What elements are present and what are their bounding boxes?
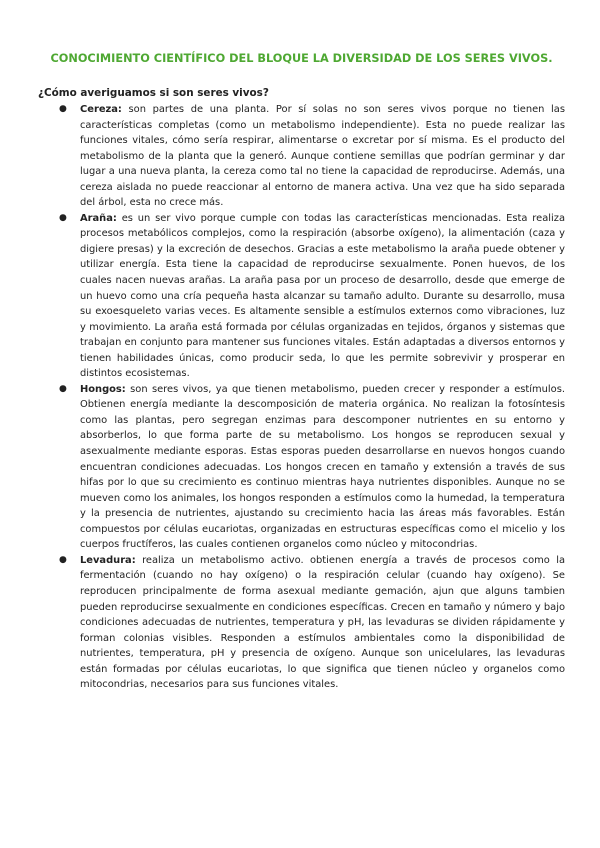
bullet-icon: ● xyxy=(59,212,67,223)
item-text: realiza un metabolismo activo. obtienen energía a través de procesos como la fermentación (cuando no hay oxígeno) o la respiración celular (cuando hay oxígeno). Se reproducen principalmente de forma asexual mediante gemación, ajun que alguns tambien pueden reproducirse sexualmente en condiciones específicas. Crecen en tamaño y número y bajo condiciones adecuadas de nutrientes, temperatura y pH, las levaduras se dividen rápidamente y forman colonias visibles. Responden a estímulos ambientales como la disponibilidad de nutrientes, temperatura, pH y presencia de oxígeno. Aunque son unicelulares, las levaduras están formadas por células eucariotas, lo que significa que tienen núcleo y organelos como mitocondrias, necesarios para sus funciones vitales. xyxy=(80,554,565,691)
organism-list xyxy=(38,102,565,693)
item-term: Hongos: xyxy=(80,383,126,395)
section-question: ¿Cómo averiguamos si son seres vivos? xyxy=(38,87,269,99)
list-item-arana xyxy=(38,211,565,382)
item-term: Cereza: xyxy=(80,104,122,115)
item-term: Araña: xyxy=(80,212,117,224)
item-text: son partes de una planta. Por sí solas no son seres vivos porque no tienen las características completas (como un metabolismo independiente). Esta no puede realizar las funciones vitales, cómo sería respirar, alimentarse o excretar por sí misma. Es el producto del metabolismo de la planta que la generó. Aunque contiene semillas que podrían germinar y dar lugar a una nueva planta, la cereza como tal no tiene la capacidad de reproducirse. Además, una cereza aislada no puede reaccionar al entorno de manera activa. Una vez que ha sido separada del árbol, esta no crece más. xyxy=(80,104,565,209)
bullet-icon: ● xyxy=(59,383,67,394)
item-text: es un ser vivo porque cumple con todas las características mencionadas. Esta realiza procesos metabólicos complejos, como la respiración (absorbe oxígeno), la alimentación (caza y digiere presas) y la excreción de desechos. Gracias a este metabolismo la araña puede obtener y utilizar energía. Esta tiene la capacidad de reproducirse sexualmente. Ponen huevos, de los cuales nacen nuevas arañas. La araña pasa por un proceso de desarrollo, desde que emerge de un huevo como una cría pequeña hasta alcanzar su tamaño adulto. Durante su desarrollo, musa su exoesqueleto varias veces. Es altamente sensible a estímulos externos como vibraciones, luz y movimiento. La araña está formada por células organizadas en tejidos, órganos y sistemas que trabajan en conjunto para mantener sus funciones vitales. Están adaptadas a diversos entornos y tienen habilidades únicas, como producir seda, lo que les permite sobrevivir y prosperar en distintos ecosistemas. xyxy=(80,212,565,380)
item-text: son seres vivos, ya que tienen metabolismo, pueden crecer y responder a estímulos. Obtienen energía mediante la descomposición de materia orgánica. No realizan la fotosíntesis como las plantas, pero segregan enzimas para descomponer nutrientes en su entorno y absorberlos, lo que forma parte de su metabolismo. Los hongos se reproducen sexual y asexualmente mediante esporas. Estas esporas pueden desarrollarse en nuevos hongos cuando encuentran condiciones adecuadas. Los hongos crecen en tamaño y extensión a través de sus hifas por lo que su crecimiento es continuo mientras haya nutrientes disponibles. Aunque no se mueven como los animales, los hongos responden a estímulos como la humedad, la temperatura y la presencia de nutrientes, ajustando su crecimiento hacia las áreas más favorables. Están compuestos por células eucariotas, organizadas en estructuras específicas como el micelio y los cuerpos fructíferos, las cuales contienen organelos como núcleo y mitocondrias. xyxy=(80,383,565,551)
bullet-icon: ● xyxy=(59,554,67,565)
list-item-levadura xyxy=(38,553,565,693)
list-item-hongos xyxy=(38,382,565,553)
list-item-cereza xyxy=(38,102,565,211)
bullet-icon: ● xyxy=(59,104,67,114)
document-title: CONOCIMIENTO CIENTÍFICO DEL BLOQUE LA DIVERSIDAD DE LOS SERES VIVOS. xyxy=(50,52,553,65)
item-term: Levadura: xyxy=(80,554,136,566)
